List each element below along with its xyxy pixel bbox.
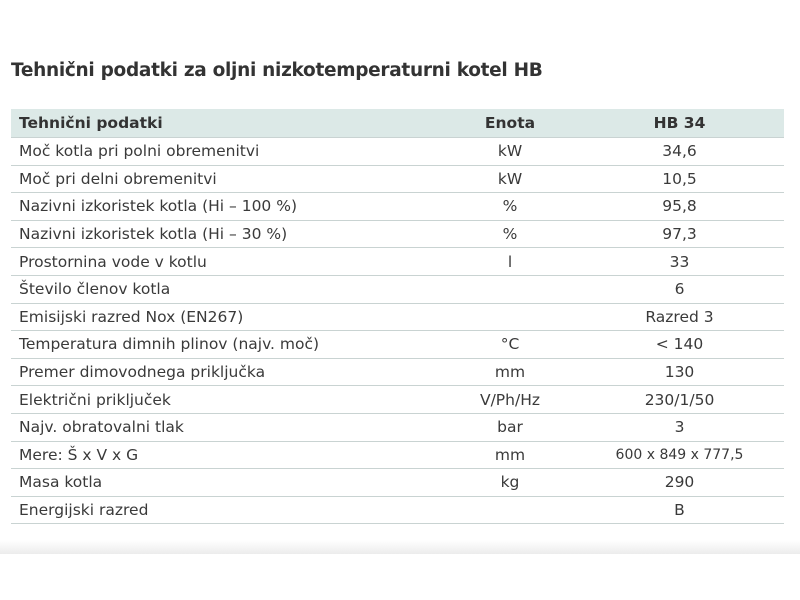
row-parameter: Masa kotla <box>11 469 445 497</box>
table-row <box>11 138 784 166</box>
table-row <box>11 469 784 497</box>
row-parameter: Najv. obratovalni tlak <box>11 413 445 441</box>
row-parameter: Moč kotla pri polni obremenitvi <box>11 138 445 166</box>
row-value: 6 <box>575 275 784 303</box>
table-row <box>11 220 784 248</box>
row-unit: kW <box>445 165 575 193</box>
row-parameter: Mere: Š x V x G <box>11 441 445 469</box>
row-parameter: Energijski razred <box>11 496 445 524</box>
table-row <box>11 441 784 469</box>
table-row <box>11 275 784 303</box>
row-unit <box>445 275 575 303</box>
row-value: 130 <box>575 358 784 386</box>
table-row <box>11 248 784 276</box>
header-model: HB 34 <box>575 109 784 138</box>
table-row <box>11 496 784 524</box>
row-unit: V/Ph/Hz <box>445 386 575 414</box>
row-parameter: Premer dimovodnega priključka <box>11 358 445 386</box>
row-unit: kW <box>445 138 575 166</box>
table-row <box>11 303 784 331</box>
row-unit: % <box>445 193 575 221</box>
row-parameter: Električni priključek <box>11 386 445 414</box>
row-value: 10,5 <box>575 165 784 193</box>
table-row <box>11 386 784 414</box>
table-row <box>11 165 784 193</box>
page-title: Tehnični podatki za oljni nizkotemperaturni kotel HB <box>11 60 543 81</box>
technical-data-table <box>11 109 784 524</box>
table-row <box>11 413 784 441</box>
row-value: 3 <box>575 413 784 441</box>
row-parameter: Temperatura dimnih plinov (najv. moč) <box>11 331 445 359</box>
row-parameter: Moč pri delni obremenitvi <box>11 165 445 193</box>
table-header-row <box>11 109 784 138</box>
row-unit <box>445 496 575 524</box>
row-unit <box>445 303 575 331</box>
row-parameter: Emisijski razred Nox (EN267) <box>11 303 445 331</box>
row-parameter: Nazivni izkoristek kotla (Hi – 100 %) <box>11 193 445 221</box>
row-unit: l <box>445 248 575 276</box>
row-unit: kg <box>445 469 575 497</box>
table-row <box>11 331 784 359</box>
row-value: Razred 3 <box>575 303 784 331</box>
row-value: 600 x 849 x 777,5 <box>575 441 784 469</box>
bottom-divider-shadow <box>0 540 800 554</box>
row-unit: mm <box>445 441 575 469</box>
row-parameter: Prostornina vode v kotlu <box>11 248 445 276</box>
table-row <box>11 358 784 386</box>
row-value: 290 <box>575 469 784 497</box>
row-value: 33 <box>575 248 784 276</box>
row-value: B <box>575 496 784 524</box>
row-value: < 140 <box>575 331 784 359</box>
table-row <box>11 193 784 221</box>
row-value: 230/1/50 <box>575 386 784 414</box>
header-unit: Enota <box>445 109 575 138</box>
row-parameter: Število členov kotla <box>11 275 445 303</box>
row-parameter: Nazivni izkoristek kotla (Hi – 30 %) <box>11 220 445 248</box>
row-value: 95,8 <box>575 193 784 221</box>
row-unit: % <box>445 220 575 248</box>
header-parameter: Tehnični podatki <box>11 109 445 138</box>
row-value: 97,3 <box>575 220 784 248</box>
row-unit: bar <box>445 413 575 441</box>
row-unit: °C <box>445 331 575 359</box>
row-unit: mm <box>445 358 575 386</box>
row-value: 34,6 <box>575 138 784 166</box>
